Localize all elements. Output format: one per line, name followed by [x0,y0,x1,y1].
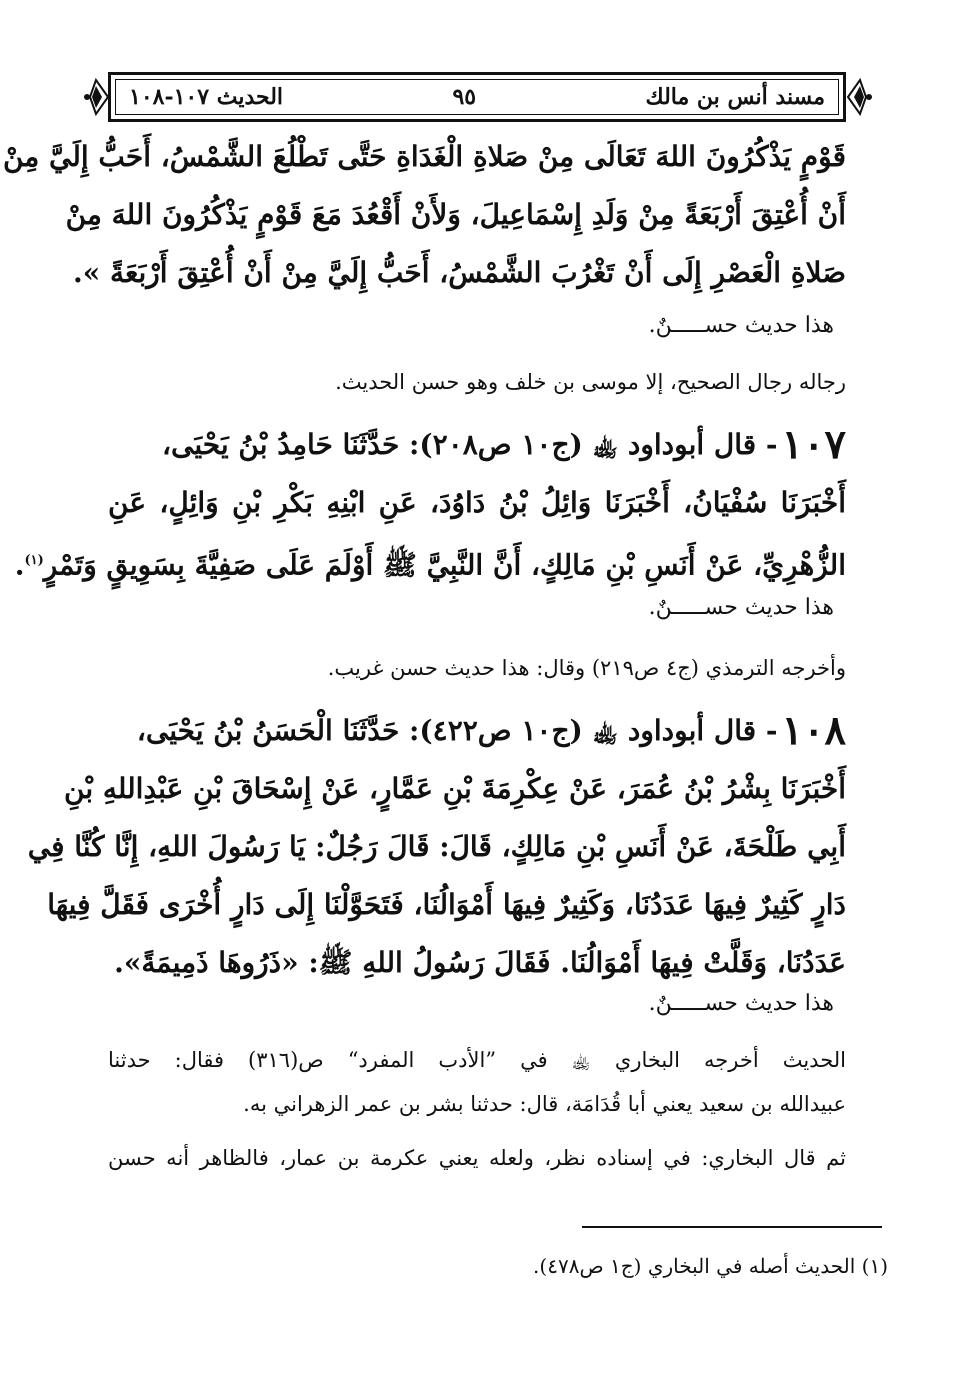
commentary-text: ثم قال البخاري: في إسناده نظر، ولعله يعني عكرمة بن عمار، فالظاهر أنه حسن [108,1146,846,1170]
grade-text: هذا حديث حســـــنٌ. [648,313,834,338]
hadith-107-grading [108,584,846,690]
grade-text: هذا حديث حســـــنٌ. [648,595,834,620]
hadith-line: أَنْ أُعْتِقَ أَرْبَعَةً مِنْ وَلَدِ إِسْمَاعِيلَ، وَلأَنْ أَقْعُدَ مَعَ قَوْمٍ يَذْكُرُونَ اللهَ مِنْ [65,198,846,231]
hadith-107-text [14,416,846,590]
hadith-line: الزُّهْرِيِّ، عَنْ أَنَسِ بْنِ مَالِكٍ، أَنَّ النَّبِيَّ ﷺ أَوْلَمَ عَلَى صَفِيَّةَ بِسَوِيقٍ وَتَمْرٍ$^{(١)}$. [14,548,846,582]
hadith-line: صَلاةِ الْعَصْرِ إِلَى أَنْ تَغْرُبَ الشَّمْسُ، أَحَبُّ إِلَيَّ مِنْ أَنْ أُعْتِقَ أَرْبَعَةً ». [72,256,846,289]
hadith-106-grading [108,302,846,404]
commentary-text: وأخرجه الترمذي (ج٤ ص٢١٩) وقال: هذا حديث حسن غريب. [327,656,846,680]
running-header [108,72,846,122]
hadith-line: قَوْمٍ يَذْكُرُونَ اللهَ تَعَالَى مِنْ صَلاةِ الْغَدَاةِ حَتَّى تَطْلُعَ الشَّمْسُ، أَحَبُّ إِلَيَّ مِنْ [2,140,846,173]
footnote-marker[interactable]: (١) [24,553,44,568]
hadith-number: ١٠٨ [781,707,846,754]
page-number: ٩٥ [452,84,477,110]
book-title: مسند أنس بن مالك [645,84,825,110]
hadith-108-text [27,702,846,992]
hadith-line: ١٠٧- قال أبوداود ﵀ (ج١٠ ص٢٠٨): حَدَّثَنَا حَامِدُ بْنُ يَحْيَى، [161,421,846,468]
hadith-range: الحديث ١٠٧-١٠٨ [129,84,284,110]
hadith-number: ١٠٧ [781,421,846,468]
commentary-text: رجاله رجال الصحيح، إلا موسى بن خلف وهو حسن الحديث. [335,370,846,394]
hadith-line: أَبِي طَلْحَةَ، عَنْ أَنَسِ بْنِ مَالِكٍ، قَالَ: قَالَ رَجُلٌ: يَا رَسُولَ اللهِ، إِنَّا كُنَّا فِي [27,830,846,863]
header-ornament-left-icon [82,72,110,122]
hadith-line: أَخْبَرَنَا سُفْيَانُ، أَخْبَرَنَا وَائِلُ بْنُ دَاوُدَ، عَنِ ابْنِهِ بَكْرِ بْنِ وَائِلٍ، عَنِ [108,486,846,519]
hadith-108-grading [108,980,846,1180]
hadith-line: عَدَدُنَا، وَقَلَّتْ فِيهَا أَمْوَالُنَا. فَقَالَ رَسُولُ اللهِ ﷺ: «ذَرُوهَا ذَمِيمَةً». [114,946,846,979]
hadith-106-text [2,128,846,302]
footnote-separator [582,1226,882,1228]
header-ornament-right-icon [846,72,874,122]
commentary-text: عبيدالله بن سعيد يعني أبا قُدَامَة، قال: حدثنا بشر بن عمر الزهراني به. [243,1092,846,1116]
grade-text: هذا حديث حســـــنٌ. [648,991,834,1016]
hadith-line: أَخْبَرَنَا بِشْرُ بْنُ عُمَرَ، عَنْ عِكْرِمَةَ بْنِ عَمَّارٍ، عَنْ إِسْحَاقَ بْنِ عَبْدِاللهِ بْنِ [64,772,846,805]
footnote: (١) الحديث أصله في البخاري (ج١ ص٤٧٨). [533,1254,888,1278]
commentary-text: الحديث أخرجه البخاري ﵀ في ”الأدب المفرد“ ص(٣١٦) فقال: حدثنا [108,1048,846,1072]
hadith-line: ١٠٨- قال أبوداود ﵀ (ج١٠ ص٤٢٢): حَدَّثَنَا الْحَسَنُ بْنُ يَحْيَى، [136,707,846,754]
hadith-line: دَارٍ كَثِيرٌ فِيهَا عَدَدُنَا، وَكَثِيرٌ فِيهَا أَمْوَالُنَا، فَتَحَوَّلْنَا إِلَى دَارٍ أُخْرَى فَقَلَّ فِيهَا [47,888,846,921]
